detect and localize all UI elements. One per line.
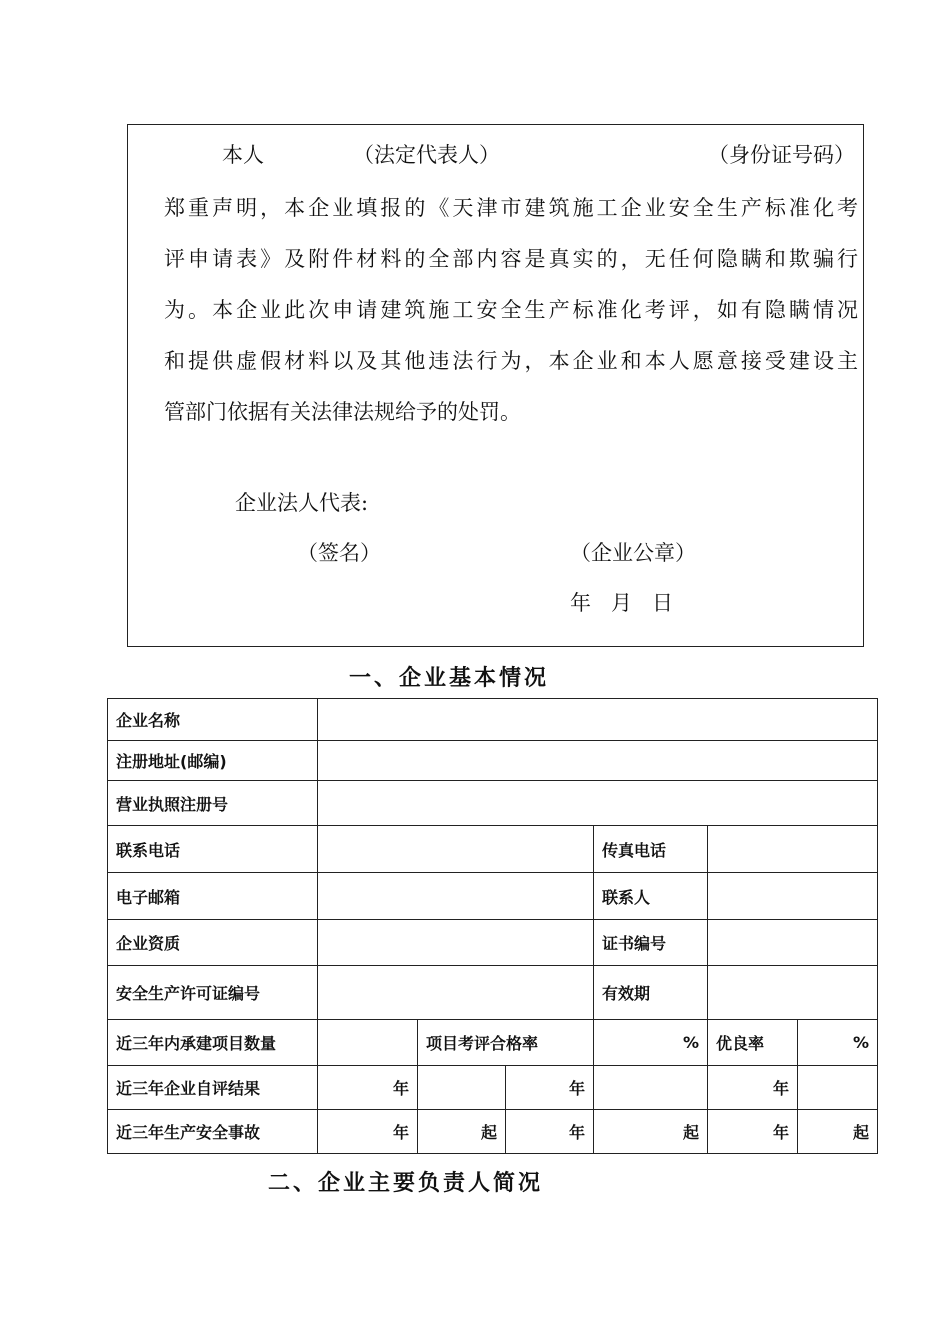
cert-no-field[interactable] (708, 920, 878, 966)
self-eval-year-3[interactable]: 年 (708, 1066, 798, 1110)
section2-title: 二、企业主要负责人简况 (268, 1171, 544, 1196)
self-eval-year-2[interactable]: 年 (506, 1066, 594, 1110)
accidents-year-1[interactable]: 年 (318, 1110, 418, 1154)
self-eval-result-2[interactable] (594, 1066, 708, 1110)
accidents-count-1[interactable]: 起 (418, 1110, 506, 1154)
safety-permit-field[interactable] (318, 966, 594, 1020)
validity-field[interactable] (708, 966, 878, 1020)
accidents-year-3[interactable]: 年 (708, 1110, 798, 1154)
legal-rep-label: 企业法人代表: (235, 491, 369, 515)
declaration-line: 评申请表》及附件材料的全部内容是真实的，无任何隐瞒和欺骗行 (164, 247, 858, 271)
license-no-label: 营业执照注册号 (108, 781, 318, 826)
day-label: 日 (652, 591, 673, 615)
accidents-count-3[interactable]: 起 (798, 1110, 878, 1154)
phone-field[interactable] (318, 826, 594, 873)
self-eval-result-1[interactable] (418, 1066, 506, 1110)
excellent-rate-percent[interactable]: % (798, 1020, 878, 1066)
excellent-rate-label: 优良率 (708, 1020, 798, 1066)
accidents-year-2[interactable]: 年 (506, 1110, 594, 1154)
project-count-field[interactable] (318, 1020, 418, 1066)
company-name-field[interactable] (318, 699, 878, 741)
company-info-table (107, 698, 878, 1154)
section1-title: 一、企业基本情况 (349, 666, 550, 691)
declaration-id-number: （身份证号码） (708, 143, 855, 167)
cert-no-label: 证书编号 (594, 920, 708, 966)
license-no-field[interactable] (318, 781, 878, 826)
signature-label: （签名） (297, 541, 381, 565)
validity-label: 有效期 (594, 966, 708, 1020)
pass-rate-percent[interactable]: % (594, 1020, 708, 1066)
project-count-label: 近三年内承建项目数量 (108, 1020, 318, 1066)
date-line (570, 587, 693, 617)
declaration-line: 和提供虚假材料以及其他违法行为，本企业和本人愿意接受建设主 (164, 349, 858, 373)
self-eval-year-1[interactable]: 年 (318, 1066, 418, 1110)
accidents-count-2[interactable]: 起 (594, 1110, 708, 1154)
qualification-label: 企业资质 (108, 920, 318, 966)
phone-label: 联系电话 (108, 826, 318, 873)
company-name-label: 企业名称 (108, 699, 318, 741)
qualification-field[interactable] (318, 920, 594, 966)
contact-field[interactable] (708, 873, 878, 920)
declaration-line: 为。本企业此次申请建筑施工安全生产标准化考评，如有隐瞒情况 (164, 298, 858, 322)
year-label: 年 (570, 591, 591, 615)
seal-label: （企业公章） (570, 541, 696, 565)
email-label: 电子邮箱 (108, 873, 318, 920)
declaration-line: 管部门依据有关法律法规给予的处罚。 (164, 400, 521, 424)
declaration-legal-rep: （法定代表人） (353, 143, 500, 167)
declaration-self: 本人 (222, 143, 264, 167)
contact-label: 联系人 (594, 873, 708, 920)
pass-rate-label: 项目考评合格率 (418, 1020, 594, 1066)
fax-label: 传真电话 (594, 826, 708, 873)
safety-permit-label: 安全生产许可证编号 (108, 966, 318, 1020)
fax-field[interactable] (708, 826, 878, 873)
declaration-box (127, 124, 864, 647)
email-field[interactable] (318, 873, 594, 920)
accidents-label: 近三年生产安全事故 (108, 1110, 318, 1154)
self-eval-result-3[interactable] (798, 1066, 878, 1110)
declaration-line: 郑重声明，本企业填报的《天津市建筑施工企业安全生产标准化考 (164, 196, 858, 220)
self-eval-label: 近三年企业自评结果 (108, 1066, 318, 1110)
reg-address-field[interactable] (318, 741, 878, 781)
month-label: 月 (611, 591, 632, 615)
declaration-paragraph (164, 183, 858, 438)
reg-address-label: 注册地址(邮编) (108, 741, 318, 781)
